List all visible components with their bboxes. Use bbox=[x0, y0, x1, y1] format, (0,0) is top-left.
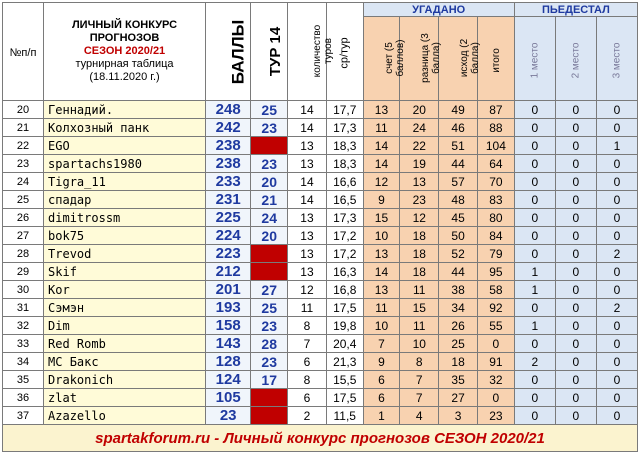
cell-cnt: 14 bbox=[288, 173, 327, 191]
cell-p1: 0 bbox=[514, 101, 555, 119]
num-header: №п/п bbox=[3, 3, 44, 101]
cell-p1: 0 bbox=[514, 191, 555, 209]
cell-g3: 26 bbox=[439, 317, 478, 335]
cell-tur: 17 bbox=[251, 371, 288, 389]
cell-p2: 0 bbox=[555, 281, 596, 299]
cell-cnt: 13 bbox=[288, 209, 327, 227]
cell-avg: 16,8 bbox=[326, 281, 363, 299]
cell-avg: 17,2 bbox=[326, 245, 363, 263]
table-row bbox=[3, 335, 638, 353]
cell-p3: 0 bbox=[596, 371, 637, 389]
title-line1: ЛИЧНЫЙ КОНКУРС bbox=[71, 19, 178, 31]
cell-p3: 1 bbox=[596, 137, 637, 155]
cell-g1: 7 bbox=[363, 335, 400, 353]
cell-n: 28 bbox=[3, 245, 44, 263]
cell-g1: 14 bbox=[363, 155, 400, 173]
cell-gt: 70 bbox=[478, 173, 515, 191]
cell-name: Azazello bbox=[44, 407, 206, 425]
cell-tur: 24 bbox=[251, 209, 288, 227]
cell-pts: 238 bbox=[206, 137, 251, 155]
cell-avg: 17,2 bbox=[326, 227, 363, 245]
cell-cnt: 7 bbox=[288, 335, 327, 353]
cell-avg: 16,3 bbox=[326, 263, 363, 281]
cell-cnt: 13 bbox=[288, 155, 327, 173]
cell-cnt: 8 bbox=[288, 317, 327, 335]
guessed-outcome-header: исход (2 балла) bbox=[439, 17, 478, 101]
cell-n: 22 bbox=[3, 137, 44, 155]
cell-p2: 0 bbox=[555, 371, 596, 389]
cell-name: EGO bbox=[44, 137, 206, 155]
cell-g3: 48 bbox=[439, 191, 478, 209]
table-row bbox=[3, 137, 638, 155]
cell-g2: 4 bbox=[400, 407, 439, 425]
cell-p2: 0 bbox=[555, 227, 596, 245]
cell-n: 29 bbox=[3, 263, 44, 281]
cell-name: spartachs1980 bbox=[44, 155, 206, 173]
cell-g1: 13 bbox=[363, 245, 400, 263]
cell-p2: 0 bbox=[555, 353, 596, 371]
cell-g1: 6 bbox=[363, 389, 400, 407]
cell-name: Геннадий. bbox=[44, 101, 206, 119]
cell-p3: 0 bbox=[596, 191, 637, 209]
cell-pts: 201 bbox=[206, 281, 251, 299]
cell-name: Tigra_11 bbox=[44, 173, 206, 191]
guessed-total-header: итого bbox=[478, 17, 515, 101]
cell-gt: 104 bbox=[478, 137, 515, 155]
cell-name: спадар bbox=[44, 191, 206, 209]
cell-name: dimitrossm bbox=[44, 209, 206, 227]
cell-g3: 51 bbox=[439, 137, 478, 155]
cell-g3: 50 bbox=[439, 227, 478, 245]
cell-p1: 0 bbox=[514, 119, 555, 137]
cell-g3: 27 bbox=[439, 389, 478, 407]
cell-p3: 0 bbox=[596, 155, 637, 173]
cell-tur: 23 bbox=[251, 155, 288, 173]
cell-tur: 20 bbox=[251, 173, 288, 191]
season-label: СЕЗОН 2020/21 bbox=[83, 45, 166, 57]
cell-p3: 0 bbox=[596, 209, 637, 227]
cell-g1: 14 bbox=[363, 137, 400, 155]
cell-gt: 88 bbox=[478, 119, 515, 137]
cell-n: 23 bbox=[3, 155, 44, 173]
table-row bbox=[3, 227, 638, 245]
cell-pts: 23 bbox=[206, 407, 251, 425]
cell-g1: 11 bbox=[363, 299, 400, 317]
table-row bbox=[3, 263, 638, 281]
tour-header: ТУР 14 bbox=[251, 3, 288, 101]
table-row bbox=[3, 371, 638, 389]
cell-p1: 0 bbox=[514, 227, 555, 245]
cell-p1: 0 bbox=[514, 299, 555, 317]
table-row bbox=[3, 119, 638, 137]
table-row bbox=[3, 407, 638, 425]
cell-cnt: 13 bbox=[288, 263, 327, 281]
cell-pts: 158 bbox=[206, 317, 251, 335]
cell-n: 36 bbox=[3, 389, 44, 407]
cell-avg: 17,5 bbox=[326, 389, 363, 407]
cell-p2: 0 bbox=[555, 407, 596, 425]
cell-cnt: 14 bbox=[288, 101, 327, 119]
cell-p1: 1 bbox=[514, 317, 555, 335]
cell-name: Red Romb bbox=[44, 335, 206, 353]
cell-gt: 23 bbox=[478, 407, 515, 425]
cell-tur bbox=[251, 245, 288, 263]
cell-g3: 46 bbox=[439, 119, 478, 137]
cell-g1: 12 bbox=[363, 173, 400, 191]
cell-n: 27 bbox=[3, 227, 44, 245]
cell-p1: 0 bbox=[514, 209, 555, 227]
cell-g3: 57 bbox=[439, 173, 478, 191]
cell-p1: 0 bbox=[514, 335, 555, 353]
cell-gt: 0 bbox=[478, 389, 515, 407]
cell-pts: 212 bbox=[206, 263, 251, 281]
cell-avg: 17,5 bbox=[326, 299, 363, 317]
cell-p3: 2 bbox=[596, 299, 637, 317]
cell-p2: 0 bbox=[555, 191, 596, 209]
cell-name: Drakonich bbox=[44, 371, 206, 389]
cell-p3: 0 bbox=[596, 227, 637, 245]
cell-p2: 0 bbox=[555, 173, 596, 191]
cell-cnt: 2 bbox=[288, 407, 327, 425]
cell-gt: 95 bbox=[478, 263, 515, 281]
title-line2: ПРОГНОЗОВ bbox=[89, 32, 160, 44]
cell-avg: 19,8 bbox=[326, 317, 363, 335]
cell-gt: 91 bbox=[478, 353, 515, 371]
cell-g2: 23 bbox=[400, 191, 439, 209]
subtitle-line1: турнирная таблица bbox=[75, 58, 174, 70]
cell-n: 33 bbox=[3, 335, 44, 353]
cell-g3: 34 bbox=[439, 299, 478, 317]
cell-pts: 233 bbox=[206, 173, 251, 191]
place1-header: 1 место bbox=[514, 17, 555, 101]
cell-g2: 18 bbox=[400, 245, 439, 263]
cell-p2: 0 bbox=[555, 335, 596, 353]
cell-tur: 23 bbox=[251, 119, 288, 137]
cell-pts: 242 bbox=[206, 119, 251, 137]
cell-name: Trevod bbox=[44, 245, 206, 263]
cell-g3: 18 bbox=[439, 353, 478, 371]
cell-n: 24 bbox=[3, 173, 44, 191]
cell-g1: 9 bbox=[363, 191, 400, 209]
cell-pts: 128 bbox=[206, 353, 251, 371]
cell-gt: 58 bbox=[478, 281, 515, 299]
cell-pts: 238 bbox=[206, 155, 251, 173]
cell-g3: 44 bbox=[439, 155, 478, 173]
cell-tur: 27 bbox=[251, 281, 288, 299]
cell-g2: 8 bbox=[400, 353, 439, 371]
place3-header: 3 место bbox=[596, 17, 637, 101]
cell-avg: 16,5 bbox=[326, 191, 363, 209]
cell-g2: 18 bbox=[400, 227, 439, 245]
cell-p2: 0 bbox=[555, 137, 596, 155]
cell-avg: 17,3 bbox=[326, 119, 363, 137]
cell-g2: 19 bbox=[400, 155, 439, 173]
cell-g1: 13 bbox=[363, 281, 400, 299]
cell-p1: 0 bbox=[514, 245, 555, 263]
table-title bbox=[44, 3, 206, 101]
cell-cnt: 14 bbox=[288, 119, 327, 137]
cell-g2: 24 bbox=[400, 119, 439, 137]
cell-p1: 0 bbox=[514, 137, 555, 155]
cell-n: 21 bbox=[3, 119, 44, 137]
cell-g2: 22 bbox=[400, 137, 439, 155]
cell-tur bbox=[251, 137, 288, 155]
table-row bbox=[3, 353, 638, 371]
cell-n: 26 bbox=[3, 209, 44, 227]
cell-p3: 0 bbox=[596, 353, 637, 371]
cell-g1: 1 bbox=[363, 407, 400, 425]
cell-avg: 21,3 bbox=[326, 353, 363, 371]
cell-name: MC Бакс bbox=[44, 353, 206, 371]
cell-p3: 0 bbox=[596, 119, 637, 137]
cell-p1: 0 bbox=[514, 155, 555, 173]
cell-name: Skif bbox=[44, 263, 206, 281]
cell-name: bok75 bbox=[44, 227, 206, 245]
cell-g1: 13 bbox=[363, 101, 400, 119]
cell-gt: 0 bbox=[478, 335, 515, 353]
cell-cnt: 13 bbox=[288, 245, 327, 263]
cell-p2: 0 bbox=[555, 263, 596, 281]
cell-avg: 18,3 bbox=[326, 137, 363, 155]
cell-g2: 12 bbox=[400, 209, 439, 227]
cell-p2: 0 bbox=[555, 119, 596, 137]
cell-p3: 2 bbox=[596, 245, 637, 263]
cell-n: 31 bbox=[3, 299, 44, 317]
cell-g3: 25 bbox=[439, 335, 478, 353]
cell-g2: 18 bbox=[400, 263, 439, 281]
cell-p1: 1 bbox=[514, 281, 555, 299]
cell-tur bbox=[251, 407, 288, 425]
cell-gt: 32 bbox=[478, 371, 515, 389]
cell-g2: 7 bbox=[400, 371, 439, 389]
standings-table bbox=[2, 2, 638, 452]
table-row bbox=[3, 299, 638, 317]
cell-p3: 0 bbox=[596, 263, 637, 281]
cell-tur: 23 bbox=[251, 353, 288, 371]
cell-p3: 0 bbox=[596, 173, 637, 191]
cell-g1: 6 bbox=[363, 371, 400, 389]
cell-pts: 224 bbox=[206, 227, 251, 245]
cell-g1: 14 bbox=[363, 263, 400, 281]
cell-p3: 0 bbox=[596, 407, 637, 425]
cell-g2: 11 bbox=[400, 281, 439, 299]
cell-gt: 87 bbox=[478, 101, 515, 119]
cell-p3: 0 bbox=[596, 389, 637, 407]
cell-g1: 9 bbox=[363, 353, 400, 371]
cell-g2: 10 bbox=[400, 335, 439, 353]
footer-caption: spartakforum.ru - Личный конкурс прогнозов СЕЗОН 2020/21 bbox=[3, 425, 638, 452]
cell-tur bbox=[251, 389, 288, 407]
table-row bbox=[3, 155, 638, 173]
cell-g1: 15 bbox=[363, 209, 400, 227]
cell-tur: 23 bbox=[251, 317, 288, 335]
cell-g3: 52 bbox=[439, 245, 478, 263]
cell-pts: 143 bbox=[206, 335, 251, 353]
avg-header: ср/тур bbox=[326, 3, 363, 101]
table-row bbox=[3, 245, 638, 263]
cell-n: 20 bbox=[3, 101, 44, 119]
cell-p1: 0 bbox=[514, 389, 555, 407]
cell-gt: 80 bbox=[478, 209, 515, 227]
cell-gt: 64 bbox=[478, 155, 515, 173]
table-row bbox=[3, 101, 638, 119]
cell-g1: 10 bbox=[363, 227, 400, 245]
cell-g3: 35 bbox=[439, 371, 478, 389]
cell-g2: 11 bbox=[400, 317, 439, 335]
cell-n: 37 bbox=[3, 407, 44, 425]
cell-n: 25 bbox=[3, 191, 44, 209]
table-row bbox=[3, 209, 638, 227]
cell-g1: 10 bbox=[363, 317, 400, 335]
table-row bbox=[3, 281, 638, 299]
cell-avg: 17,7 bbox=[326, 101, 363, 119]
cell-avg: 18,3 bbox=[326, 155, 363, 173]
cell-tur: 28 bbox=[251, 335, 288, 353]
table-row bbox=[3, 317, 638, 335]
place2-header: 2 место bbox=[555, 17, 596, 101]
cell-cnt: 11 bbox=[288, 299, 327, 317]
cell-g3: 49 bbox=[439, 101, 478, 119]
cell-p2: 0 bbox=[555, 209, 596, 227]
table-row bbox=[3, 191, 638, 209]
cell-tur bbox=[251, 263, 288, 281]
cell-n: 35 bbox=[3, 371, 44, 389]
cell-name: zlat bbox=[44, 389, 206, 407]
cell-avg: 20,4 bbox=[326, 335, 363, 353]
cell-g3: 38 bbox=[439, 281, 478, 299]
cell-g2: 20 bbox=[400, 101, 439, 119]
cell-avg: 11,5 bbox=[326, 407, 363, 425]
cell-pts: 225 bbox=[206, 209, 251, 227]
cell-g2: 15 bbox=[400, 299, 439, 317]
cell-p3: 0 bbox=[596, 101, 637, 119]
cell-tur: 21 bbox=[251, 191, 288, 209]
cell-tur: 20 bbox=[251, 227, 288, 245]
cell-p1: 2 bbox=[514, 353, 555, 371]
table-row bbox=[3, 389, 638, 407]
cell-g3: 45 bbox=[439, 209, 478, 227]
cell-name: Kor bbox=[44, 281, 206, 299]
cell-p1: 0 bbox=[514, 173, 555, 191]
cell-p1: 0 bbox=[514, 371, 555, 389]
cell-cnt: 13 bbox=[288, 137, 327, 155]
cell-pts: 193 bbox=[206, 299, 251, 317]
points-header: БАЛЛЫ bbox=[206, 3, 251, 101]
cell-cnt: 6 bbox=[288, 389, 327, 407]
cell-g3: 3 bbox=[439, 407, 478, 425]
cell-gt: 84 bbox=[478, 227, 515, 245]
cell-pts: 223 bbox=[206, 245, 251, 263]
cell-p2: 0 bbox=[555, 101, 596, 119]
cell-p3: 0 bbox=[596, 281, 637, 299]
cell-cnt: 6 bbox=[288, 353, 327, 371]
cell-g2: 13 bbox=[400, 173, 439, 191]
cell-name: Сэмэн bbox=[44, 299, 206, 317]
cell-gt: 55 bbox=[478, 317, 515, 335]
cell-pts: 124 bbox=[206, 371, 251, 389]
cell-cnt: 13 bbox=[288, 227, 327, 245]
cell-p2: 0 bbox=[555, 155, 596, 173]
cell-pts: 231 bbox=[206, 191, 251, 209]
cell-p3: 0 bbox=[596, 317, 637, 335]
cell-p2: 0 bbox=[555, 299, 596, 317]
cell-cnt: 8 bbox=[288, 371, 327, 389]
guessed-header: УГАДАНО bbox=[363, 3, 514, 17]
cell-p2: 0 bbox=[555, 245, 596, 263]
cell-cnt: 14 bbox=[288, 191, 327, 209]
cell-n: 30 bbox=[3, 281, 44, 299]
cell-tur: 25 bbox=[251, 299, 288, 317]
cell-p2: 0 bbox=[555, 389, 596, 407]
count-header: количество туров bbox=[288, 3, 327, 101]
cell-avg: 17,3 bbox=[326, 209, 363, 227]
cell-p3: 0 bbox=[596, 335, 637, 353]
subtitle-line2: (18.11.2020 г.) bbox=[89, 71, 160, 83]
cell-pts: 248 bbox=[206, 101, 251, 119]
guessed-score-header: счет (5 баллов) bbox=[363, 17, 400, 101]
cell-gt: 79 bbox=[478, 245, 515, 263]
cell-p2: 0 bbox=[555, 317, 596, 335]
cell-tur: 25 bbox=[251, 101, 288, 119]
cell-p1: 1 bbox=[514, 263, 555, 281]
cell-name: Колхозный панк bbox=[44, 119, 206, 137]
cell-g1: 11 bbox=[363, 119, 400, 137]
cell-name: Dim bbox=[44, 317, 206, 335]
cell-avg: 15,5 bbox=[326, 371, 363, 389]
cell-p1: 0 bbox=[514, 407, 555, 425]
podium-header: ПЬЕДЕСТАЛ bbox=[514, 3, 637, 17]
cell-cnt: 12 bbox=[288, 281, 327, 299]
cell-avg: 16,6 bbox=[326, 173, 363, 191]
cell-g3: 44 bbox=[439, 263, 478, 281]
cell-n: 32 bbox=[3, 317, 44, 335]
cell-pts: 105 bbox=[206, 389, 251, 407]
cell-gt: 92 bbox=[478, 299, 515, 317]
guessed-diff-header: разница (3 балла) bbox=[400, 17, 439, 101]
cell-n: 34 bbox=[3, 353, 44, 371]
cell-gt: 83 bbox=[478, 191, 515, 209]
cell-g2: 7 bbox=[400, 389, 439, 407]
table-row bbox=[3, 173, 638, 191]
